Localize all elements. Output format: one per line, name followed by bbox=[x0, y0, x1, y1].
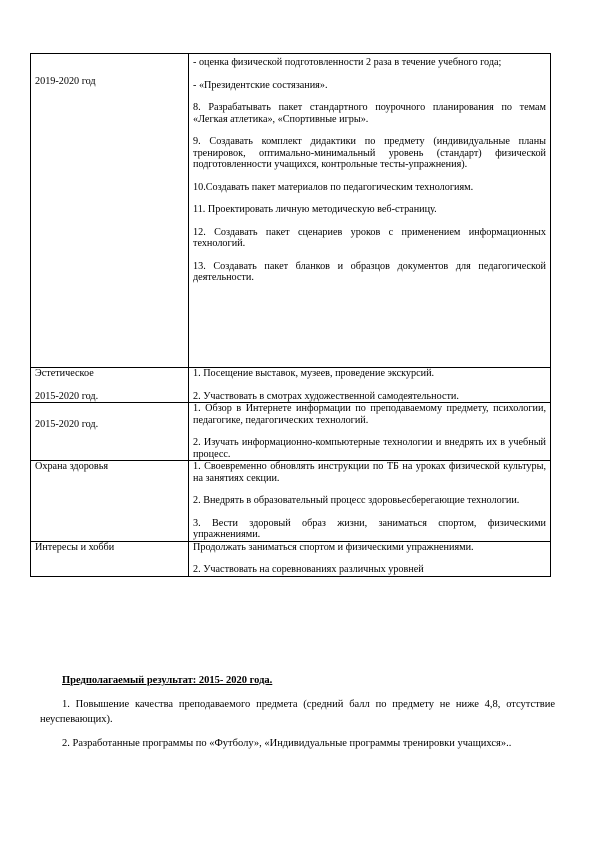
direction-cell bbox=[31, 403, 189, 461]
direction-text: 2019-2020 год bbox=[35, 76, 96, 87]
activity-item: 9. Создавать комплект дидактики по предмету (индивидуальные планы тренировок, оптимально-минимальный уровень (стандарт) физической подготовленности учащихся, контрольные тесты-упражнения). bbox=[193, 136, 546, 170]
activity-item: 2. Участвовать на соревнованиях различных уровней bbox=[193, 564, 424, 575]
direction-text bbox=[35, 403, 184, 414]
table-row bbox=[31, 541, 551, 576]
activity-item: - оценка физической подготовленности 2 раза в течение учебного года; bbox=[193, 57, 502, 68]
activity-item: 3. Вести здоровый образ жизни, заниматься спортом, физическими упражнениями. bbox=[193, 517, 546, 540]
direction-cell bbox=[31, 54, 189, 368]
direction-text bbox=[35, 54, 184, 65]
activity-item: - «Президентские состязания». bbox=[193, 79, 328, 91]
activity-item: 13. Создавать пакет бланков и образцов документов для педагогической деятельности. bbox=[193, 260, 546, 283]
activities-cell bbox=[189, 403, 551, 461]
table-row bbox=[31, 461, 551, 542]
table-row bbox=[31, 54, 551, 368]
activity-item: 1. Обзор в Интернете информации по преподаваемому предмету, психологии, педагогике, педагогических технологий. bbox=[193, 403, 546, 426]
activity-item: 8. Разрабатывать пакет стандартного поурочного планирования по темам «Легкая атлетика», «Спортивные игры». bbox=[193, 102, 546, 125]
result-paragraph: 2. Разработанные программы по «Футболу», «Индивидуальные программы тренировки учащихся».. bbox=[62, 738, 512, 749]
activities-cell bbox=[189, 368, 551, 403]
activity-item: 12. Создавать пакет сценариев уроков с применением информационных технологий. bbox=[193, 226, 546, 249]
table-row bbox=[31, 368, 551, 403]
development-plan-table bbox=[30, 53, 551, 577]
expected-results-section bbox=[40, 673, 555, 760]
activity-item: Продолжать заниматься спортом и физическими упражнениями. bbox=[193, 541, 474, 553]
activity-item: 1. Своевременно обновлять инструкции по ТБ на уроках физической культуры, на занятиях секции. bbox=[193, 461, 546, 484]
direction-text: Интересы и хобби bbox=[35, 541, 115, 553]
activity-item: 10.Создавать пакет материалов по педагогическим технологиям. bbox=[193, 181, 474, 193]
activity-item: 2. Внедрять в образовательный процесс здоровьесберегающие технологии. bbox=[193, 495, 520, 506]
direction-text: Эстетическое bbox=[35, 368, 94, 379]
direction-text: 2015-2020 год. bbox=[35, 390, 99, 402]
activity-item: 2. Участвовать в смотрах художественной самодеятельности. bbox=[193, 390, 459, 402]
activities-cell bbox=[189, 461, 551, 542]
direction-text: 2015-2020 год. bbox=[35, 419, 99, 430]
direction-cell bbox=[31, 541, 189, 576]
direction-cell bbox=[31, 368, 189, 403]
table-row bbox=[31, 403, 551, 461]
expected-results-heading: Предполагаемый результат: 2015- 2020 года. bbox=[62, 675, 273, 686]
direction-cell bbox=[31, 461, 189, 542]
activity-item: 11. Проектировать личную методическую веб-страницу. bbox=[193, 204, 437, 215]
activity-item: 2. Изучать информационно-компьютерные технологии и внедрять их в учебный процесс. bbox=[193, 437, 546, 460]
activities-cell bbox=[189, 54, 551, 368]
activities-cell bbox=[189, 541, 551, 576]
result-paragraph: 1. Повышение качества преподаваемого предмета (средний балл по предмету не ниже 4,8, отсутствие неуспевающих). bbox=[40, 699, 555, 725]
direction-text: Охрана здоровья bbox=[35, 461, 109, 472]
activity-item: 1. Посещение выставок, музеев, проведение экскурсий. bbox=[193, 368, 435, 379]
